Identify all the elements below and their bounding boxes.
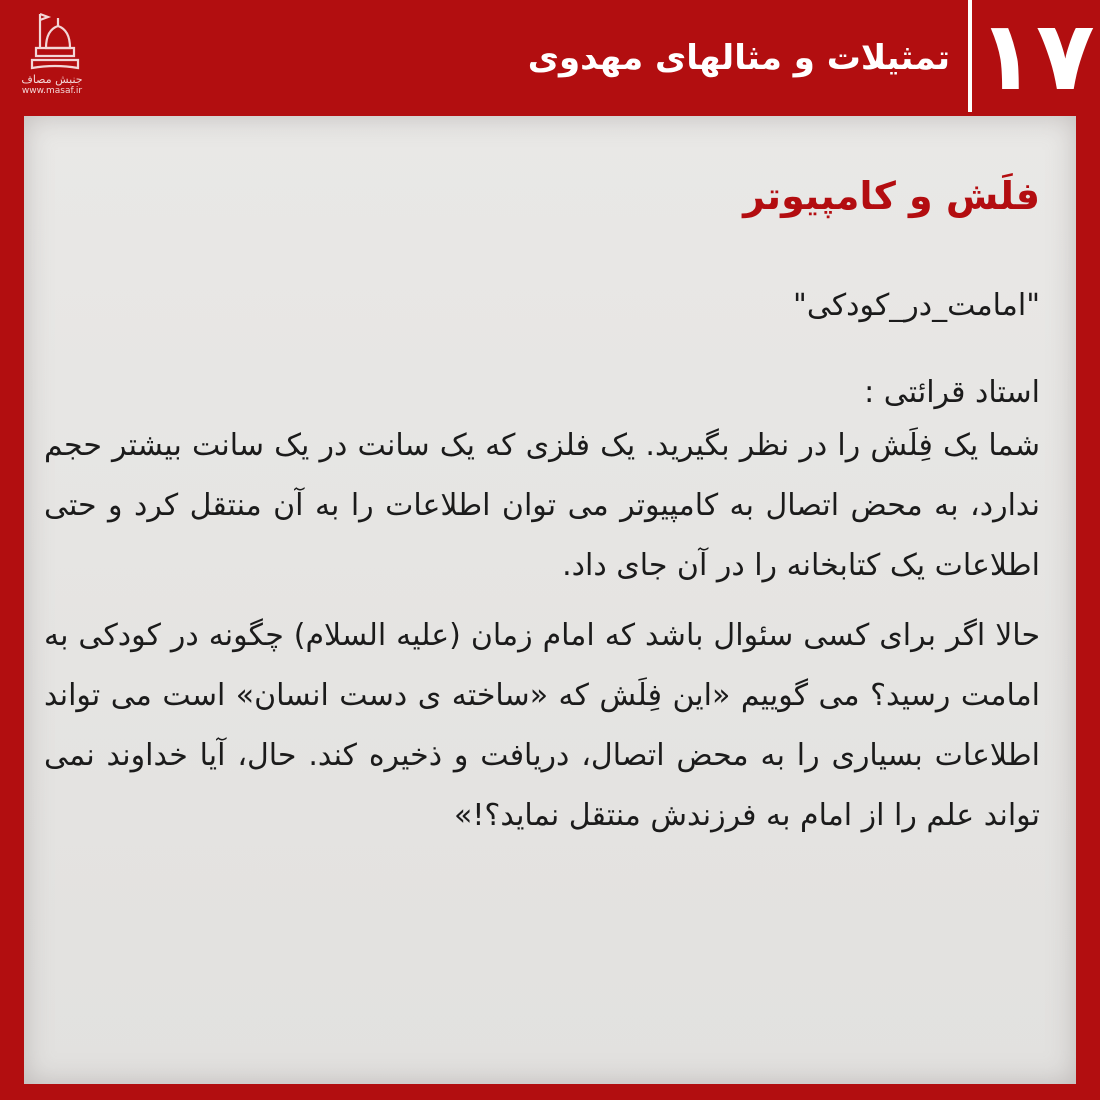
episode-number: ۱۷ <box>977 0 1095 112</box>
speaker-line: استاد قرائتی : <box>864 375 1040 410</box>
logo-url: www.masaf.ir <box>21 86 83 96</box>
mosque-dome-icon <box>24 8 80 72</box>
masaf-logo <box>12 8 92 104</box>
hashtag: "امامت_در_کودکی" <box>793 288 1040 323</box>
series-title: تمثیلات و مثالهای مهدوی <box>527 38 950 78</box>
article-title: فلَش و کامپیوتر <box>743 174 1040 218</box>
header-bar <box>0 0 1100 112</box>
paragraph: شما یک فِلَش را در نظر بگیرید. یک فلزی که یک سانت در یک سانت بیشتر حجم ندارد، به محض اتصال به کامپیوتر می توان اطلاعات را به آن منتقل کرد و حتی اطلاعات یک کتابخانه را در آن جای داد. <box>44 428 1040 583</box>
paragraph: حالا اگر برای کسی سئوال باشد که امام زمان (علیه السلام) چگونه در کودکی به امامت رسید؟ می گوییم «این فِلَش که «ساخته ی دست انسان» است می تواند اطلاعات بسیاری را به محض اتصال، دریافت و ذخیره کند. حال، آیا خداوند نمی تواند علم را از امام به فرزندش منتقل نماید؟!» <box>44 618 1040 833</box>
logo-caption: جنبش مصاف <box>21 73 83 86</box>
content-card <box>24 116 1076 1084</box>
